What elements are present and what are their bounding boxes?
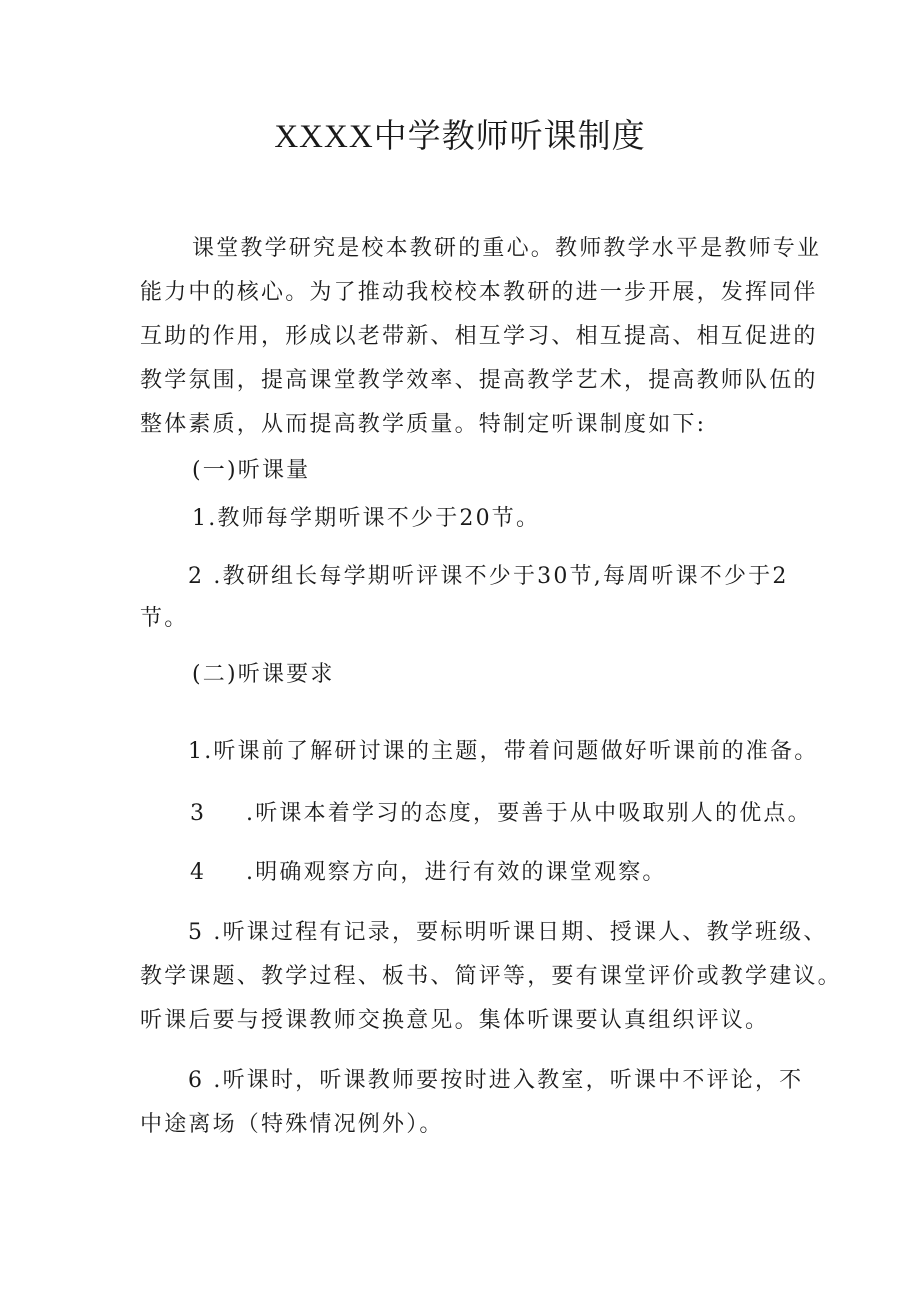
section2-item-1: 1.听课前了解研讨课的主题，带着问题做好听课前的准备。 [188,739,819,764]
section2-item-6-line-1: 6 .听课时，听课教师要按时进入教室，听课中不评论，不 [188,1068,804,1093]
section2-item-4-text: .明确观察方向，进行有效的课堂观察。 [246,860,667,885]
page-title [0,112,920,161]
section2-item-3-number: 3 [190,801,207,826]
section1-heading: (一)听课量 [192,458,311,483]
section2-heading: (二)听课要求 [192,662,335,687]
intro-line-2: 能力中的核心。为了推动我校校本教研的进一步开展，发挥同伴 [140,280,818,305]
intro-line-1: 课堂教学研究是校本教研的重心。教师教学水平是教师专业 [192,236,822,261]
title-rest: 中学教师听课制度 [373,116,646,155]
section2-item-5-line-3: 听课后要与授课教师交换意见。集体听课要认真组织评议。 [140,1008,770,1033]
section1-item-2-line-1: 2 .教研组长每学期听评课不少于30节,每周听课不少于2 [188,564,789,589]
section2-item-6-line-2: 中途离场（特殊情况例外）。 [140,1112,444,1137]
intro-line-3: 互助的作用，形成以老带新、相互学习、相互提高、相互促进的 [140,324,818,349]
intro-line-4: 教学氛围，提高课堂教学效率、提高教学艺术，提高教师队伍的 [140,368,818,393]
section2-item-4-number: 4 [190,860,207,885]
section2-item-5-line-1: 5 .听课过程有记录，要标明听课日期、授课人、教学班级、 [188,920,828,945]
section1-item-2-line-2: 节。 [140,606,189,631]
intro-line-5: 整体素质，从而提高教学质量。特制定听课制度如下: [140,412,707,437]
section2-item-5-line-2: 教学课题、教学过程、板书、简评等，要有课堂评价或教学建议。 [140,964,842,989]
section2-item-3-text: .听课本着学习的态度，要善于从中吸取别人的优点。 [246,801,812,826]
title-prefix: XXXX [274,119,374,155]
section1-item-1: 1.教师每学期听课不少于20节。 [192,506,541,531]
